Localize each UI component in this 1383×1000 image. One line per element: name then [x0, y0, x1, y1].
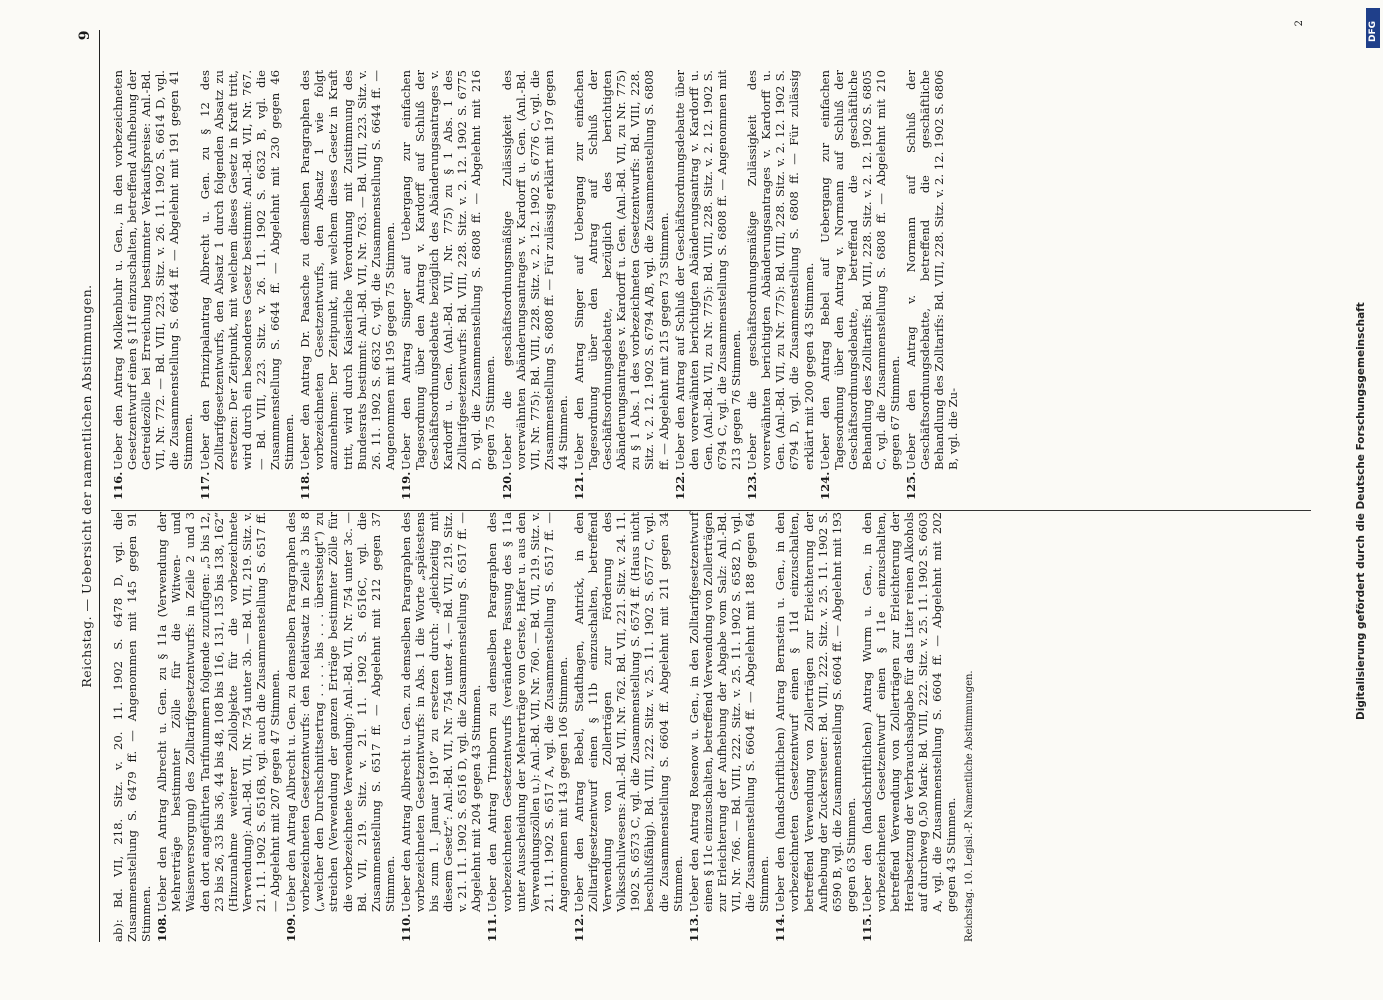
- entry-number: 110.: [398, 913, 413, 942]
- vote-entry: [818, 70, 903, 500]
- entry-text: Ueber den Antrag Albrecht u. Gen. zu § 11a (Verwendung der Mehrerträge bestimmter Zölle für die Witwen- und Waisenversorgung) des Zolltarifgesetzentwurfs: in Zeile 2 und 3 den dort angeführten Tarifnummern folgende zuzufügen: „5 bis 12, 23 bis 26, 33 bis 36, 44 bis 48, 108 bis 116, 131, 135 bis 138, 162“ (Hinzunahme weiterer Zollobjekte für die vorbezeichnete Verwendung): Anl.-Bd. VII, Nr. 754 unter 3b. — Bd. VII, 219. Sitz. v. 21. 11. 1902 S. 6516B, vgl. auch die Zusammenstellung S. 6517 ff. — Abgelehnt mit 207 gegen 47 Stimmen.: [155, 512, 283, 912]
- entry-text: Ueber den Antrag auf Schluß der Geschäftsordnungsdebatte über den vorerwähnten berichtigten Abänderungsantrag v. Kardorff u. Gen. (Anl.-Bd. VII, zu Nr. 775): Bd. VIII, 228. Sitz. v. 2. 12. 1902 S. 6794 C, vgl. die Zusammenstellung S. 6808 ff. — Angenommen mit 213 gegen 76 Stimmen.: [672, 70, 744, 470]
- right-column: [111, 70, 963, 500]
- entry-number: 122.: [672, 471, 687, 500]
- entry-number: 111.: [485, 913, 500, 942]
- dfg-logo: [1366, 8, 1380, 48]
- page-number: 9: [77, 30, 93, 41]
- vote-entry: [399, 512, 484, 942]
- entry-text: Ueber die geschäftsordnungsmäßige Zulässigkeit des vorerwähnten berichtigten Abänderungsantrages v. Kardorff u. Gen. (Anl.-Bd. VII, zu Nr. 775): Bd. VIII, 228. Sitz. v. 2. 12. 1902 S. 6794 D, vgl. die Zusammenstellung S. 6808 ff. — Für zulässig erklärt mit 200 gegen 43 Stimmen.: [745, 70, 816, 470]
- entry-number: 118.: [298, 471, 313, 500]
- entry-number: 115.: [859, 913, 874, 942]
- entry-text: Ueber den Antrag Singer auf Uebergang zur einfachen Tagesordnung über den Antrag auf Schluß der Geschäftsordnungsdebatte, bezüglich des berichtigten Abänderungsantrages v. Kardorff u. Gen. (Anl.-Bd. VII, zu Nr. 775) zu § 1 Abs. 1 des vorbezeichneten Gesetzentwurfs: Bd. VIII, 228. Sitz. v. 2. 12. 1902 S. 6794 A/B, vgl. die Zusammenstellung S. 6808 ff. — Abgelehnt mit 215 gegen 73 Stimmen.: [572, 70, 671, 470]
- entry-text: ab): Bd. VII, 218. Sitz. v. 20. 11. 1902 S. 6478 D, vgl. die Zusammenstellung S. 6479 ff. — Angenommen mit 145 gegen 91 Stimmen.: [111, 512, 154, 942]
- entry-number: 120.: [499, 471, 514, 500]
- rotated-page: [25, 0, 1345, 1000]
- entry-text: Ueber die geschäftsordnungsmäßige Zulässigkeit des vorerwähnten Abänderungsantrages v. Kardorff u. Gen. (Anl.-Bd. VII, Nr. 775): Bd. VIII, 228. Sitz. v. 2. 12. 1902 S. 6776 C, vgl. die Zusammenstellung S. 6808 ff. — Für zulässig erklärt mit 197 gegen 44 Stimmen.: [499, 70, 570, 470]
- entry-text: Ueber den Antrag Singer auf Uebergang zur einfachen Tagesordnung über den Antrag v. Kardorff auf Schluß der Geschäftsordnungsdebatte bezüglich des Abänderungsantrages v. Kardorff u. Gen. (Anl.-Bd. VII, Nr. 775) zu § 1 Abs. 1 des Zolltarifgesetzentwurfs: Bd. VIII, 228. Sitz. v. 2. 12. 1902 S. 6775 D, vgl. die Zusammenstellung S. 6808 ff. — Abgelehnt mit 216 gegen 75 Stimmen.: [398, 70, 498, 470]
- vote-entry: [111, 70, 196, 500]
- vote-entry: [687, 512, 772, 942]
- entry-number: 117.: [197, 471, 212, 500]
- vote-entry: [485, 512, 570, 942]
- vote-entry: [298, 70, 397, 500]
- entry-number: 108.: [155, 913, 170, 942]
- vote-entry: [572, 70, 671, 500]
- vote-entry: [399, 70, 498, 500]
- vote-entry: [284, 512, 397, 942]
- entry-text: Ueber den Antrag v. Normann auf Schluß der Geschäftsordnungsdebatte, betreffend die geschäftliche Behandlung des Zolltarifs: Bd. VIII, 228. Sitz. v. 2. 12. 1902 S. 6806 B, vgl. die Zu-: [904, 70, 961, 470]
- entry-number: 123.: [745, 471, 760, 500]
- vote-entry: [860, 512, 959, 942]
- entry-number: 114.: [773, 913, 788, 942]
- vote-entry: [111, 512, 153, 942]
- vote-entry: [673, 70, 743, 500]
- vote-entry: [572, 512, 685, 942]
- entry-text: Ueber den Antrag Trimborn zu demselben Paragraphen des vorbezeichneten Gesetzentwurfs (veränderte Fassung des § 11a unter Ausscheidung der Mehrerträge von Gerste, Hafer u. aus den Verwendungszöllen u.): Anl.-Bd. VII, Nr. 760. — Bd. VII, 219. Sitz. v. 21. 11. 1902 S. 6517 A, vgl. die Zusammenstellung S. 6517 ff. — Angenommen mit 143 gegen 106 Stimmen.: [485, 512, 570, 912]
- entry-text: Ueber den Antrag Bebel auf Uebergang zur einfachen Tagesordnung über den Antrag v. Normann auf Schluß der Geschäftsordnungsdebatte, betreffend die geschäftliche Behandlung des Zolltarifs: Bd. VIII, 228. Sitz. v. 2. 12. 1902 S. 6805 C, vgl. die Zusammenstellung S. 6808 ff. — Abgelehnt mit 210 gegen 67 Stimmen.: [817, 70, 903, 470]
- vote-entry: [904, 70, 960, 500]
- signature-mark: 2: [1294, 20, 1305, 27]
- entry-number: 119.: [398, 471, 413, 500]
- entry-number: 112.: [572, 913, 586, 942]
- column-divider: [111, 510, 1311, 511]
- entry-number: 121.: [572, 471, 586, 500]
- vote-entry: [500, 70, 570, 500]
- entry-text: Ueber den (handschriftlichen) Antrag Wurm u. Gen., in den vorbezeichneten Gesetzentwurf einen § 11e einzuschalten, betreffend Verwendung von Zollerträgen zur Erleichterung der Herabsetzung der Verbrauchsabgabe für das Liter reinen Alkohols auf durchweg 0,50 Mark: Bd. VIII, 222. Sitz. v. 25. 11. 1902 S. 6603 A, vgl. die Zusammenstellung S. 6604 ff. — Abgelehnt mit 202 gegen 43 Stimmen.: [859, 512, 959, 912]
- entry-number: 109.: [284, 913, 299, 942]
- entry-number: 125.: [904, 471, 919, 500]
- entry-text: Ueber den Antrag Molkenbuhr u. Gen., in den vorbezeichneten Gesetzentwurf einen § 11f einzuschalten, betreffend Aufhebung der Getreidezölle bei Erreichung bestimmter Verkaufspreise: Anl.-Bd. VII, Nr. 772. — Bd. VIII, 223. Sitz. v. 26. 11. 1902 S. 6614 D, vgl. die Zusammenstellung S. 6644 ff. — Abgelehnt mit 191 gegen 41 Stimmen.: [111, 70, 196, 470]
- dfg-label: DFG: [1368, 20, 1378, 42]
- entry-number: 113.: [686, 913, 701, 942]
- running-header: [77, 30, 100, 942]
- vote-entry: [155, 512, 282, 942]
- page-content: [25, 0, 1345, 1000]
- entry-text: Ueber den Antrag Albrecht u. Gen. zu demselben Paragraphen des vorbezeichneten Gesetzentwurfs: den Relativsatz in Zeile 3 bis 8 („welcher den Durchschnittsertrag . . . . bis . . . überssteigt“) zu streichen (Verwendung der ganzen Erträge bestimmter Zölle für die vorbezeichnete Verwendung): Anl.-Bd. VII, Nr. 754 unter 3c. — Bd. VII, 219. Sitz. v. 21. 11. 1902 S. 6516C, vgl. die Zusammenstellung S. 6517 ff. — Abgelehnt mit 212 gegen 37 Stimmen.: [284, 512, 397, 912]
- entry-number: 124.: [817, 471, 832, 500]
- running-title: Reichstag. — Uebersicht der namentlichen Abstimmungen.: [79, 284, 94, 688]
- entry-text: Ueber den Prinzipalantrag Albrecht u. Gen. zu § 12 des Zolltarifgesetzentwurfs, den Absatz 1 durch folgenden Absatz zu ersetzen: Der Zeitpunkt, mit welchem dieses Gesetz in Kraft tritt, wird durch ein besonderes Gesetz bestimmt: Anl.-Bd. VII, Nr. 767. — Bd. VIII, 223. Sitz. v. 26. 11. 1902 S. 6632 B, vgl. die Zusammenstellung S. 6644 ff. — Abgelehnt mit 230 gegen 46 Stimmen.: [197, 70, 297, 470]
- funding-credit: Digitalisierung gefördert durch die Deutsche Forschungsgemeinschaft: [1355, 302, 1367, 720]
- footer-note: Reichstag. 10. Legisl.-P. Namentliche Abstimmungen.: [963, 670, 975, 942]
- entry-text: Ueber den Antrag Dr. Paasche zu demselben Paragraphen des vorbezeichneten Gesetzentwurfs, den Absatz 1 wie folgt anzunehmen: Der Zeitpunkt, mit welchem dieses Gesetz in Kraft tritt, wird durch Kaiserliche Verordnung mit Zustimmung des Bundesrats bestimmt: Anl.-Bd. VII, Nr. 763. — Bd. VIII, 223. Sitz. v. 26. 11. 1902 S. 6632 C, vgl. die Zusammenstellung S. 6644 ff. — Angenommen mit 195 gegen 75 Stimmen.: [298, 70, 397, 470]
- entry-text: Ueber den Antrag Rosenow u. Gen., in den Zolltarifgesetzentwurf einen § 11c einzuschalten, betreffend Verwendung von Zollerträgen zur Erleichterung der Aufhebung der Abgabe vom Salz: Anl.-Bd. VII, Nr. 766. — Bd. VIII, 222. Sitz. v. 25. 11. 1902 S. 6582 D, vgl. die Zusammenstellung S. 6604 ff. — Abgelehnt mit 188 gegen 64 Stimmen.: [686, 512, 772, 912]
- vote-entry: [198, 70, 297, 500]
- entry-text: Ueber den Antrag Bebel, Stadthagen, Antrick, in den Zolltarifgesetzentwurf einen § 11b einzuschalten, betreffend Verwendung von Zollerträgen zur Förderung des Volksschulwesens: Anl.-Bd. VII, Nr. 762. Bd. VII, 221. Sitz. v. 24. 11. 1902 S. 6573 C, vgl. die Zusammenstellung S. 6574 ff. (Haus nicht beschlußfähig). Bd. VIII, 222. Sitz. v. 25. 11. 1902 S. 6577 C, vgl. die Zusammenstellung S. 6604 ff. Abgelehnt mit 211 gegen 34 Stimmen.: [572, 512, 685, 912]
- vote-entry: [773, 512, 858, 942]
- entry-text: Ueber den (handschriftlichen) Antrag Bernstein u. Gen., in den vorbezeichneten Gesetzentwurf einen § 11d einzuschalten, betreffend Verwendung von Zollerträgen zur Erleichterung der Aufhebung der Zuckersteuer: Bd. VIII, 222. Sitz. v. 25. 11. 1902 S. 6590 B, vgl. die Zusammenstellung S. 6604 ff. — Abgelehnt mit 193 gegen 63 Stimmen.: [773, 512, 858, 912]
- entry-number: 116.: [111, 471, 125, 500]
- entry-text: Ueber den Antrag Albrecht u. Gen. zu demselben Paragraphen des vorbezeichneten Gesetzentwurfs: in Abs. 1 die Worte „spätestens bis zum 1. Januar 1910“ zu ersetzen durch: „gleichzeitig mit diesem Gesetz“: Anl.-Bd. VII, Nr. 754 unter 4. — Bd. VII, 219. Sitz. v. 21. 11. 1902 S. 6516 D, vgl. die Zusammenstellung S. 6517 ff. — Abgelehnt mit 204 gegen 43 Stimmen.: [398, 512, 484, 912]
- left-column: [111, 512, 977, 942]
- vote-entry: [745, 70, 815, 500]
- sidebar-credit: [1353, 0, 1383, 1000]
